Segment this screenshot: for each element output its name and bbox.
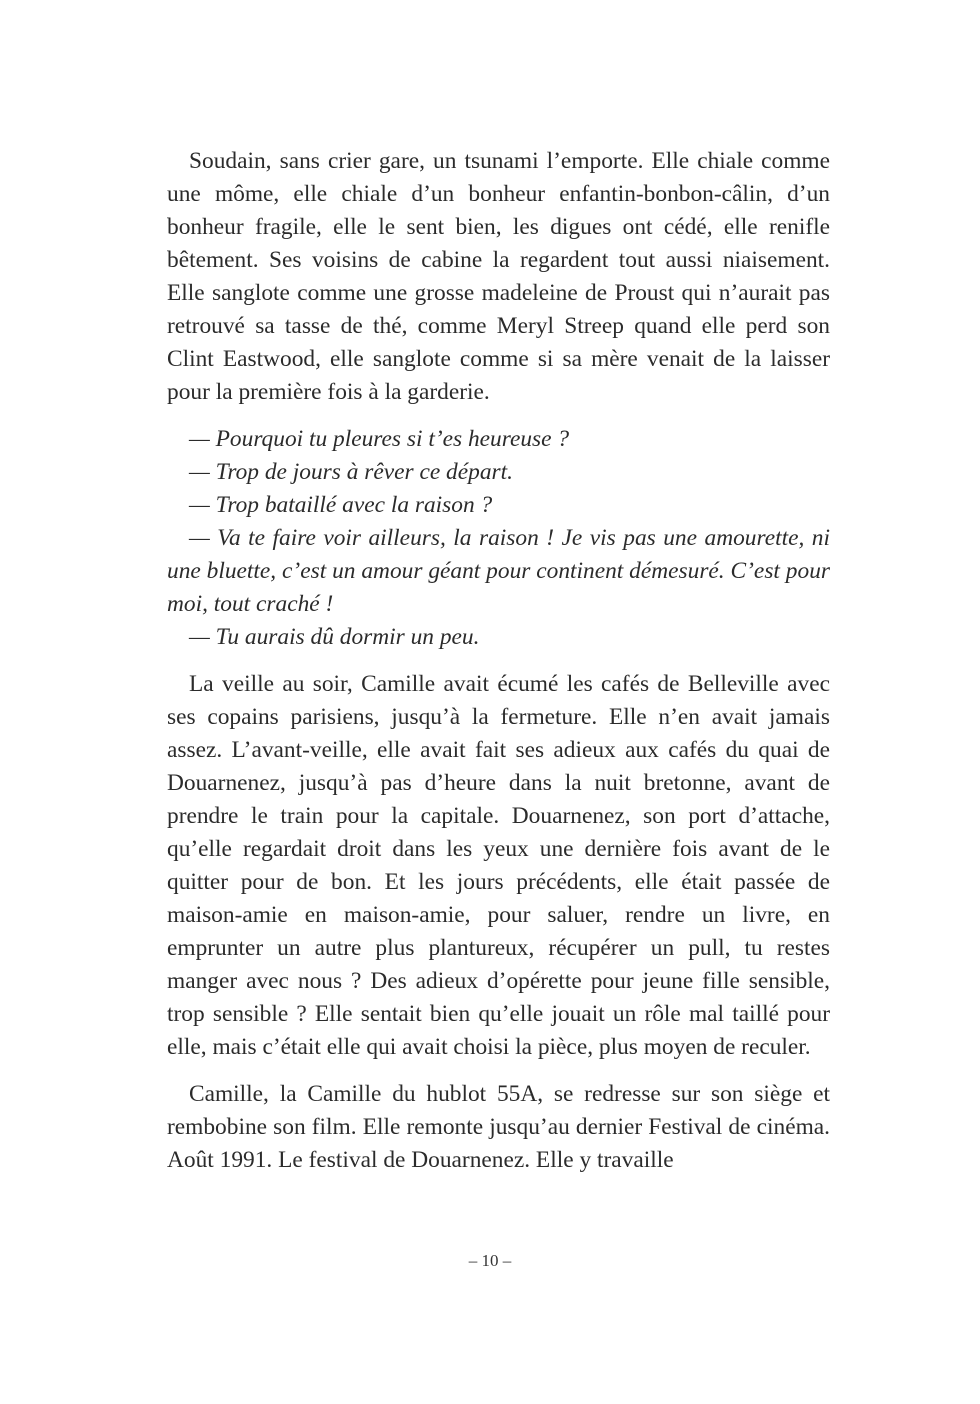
paragraph-belleville: La veille au soir, Camille avait écumé les cafés de Belleville avec ses copains parisiens, jusqu’à la fermeture. Elle n’en avait jamais assez. L’avant-veille, elle avait fait ses adieux aux cafés du quai de Douarnenez, jusqu’à pas d’heure dans la nuit bretonne, avant de prendre le train pour la capitale. Douarnenez, son port d’attache, qu’elle regardait droit dans les yeux une dernière fois avant de le quitter pour de bon. Et les jours précédents, elle était passée de maison-amie en maison-amie, pour saluer, rendre un livre, en emprunter un autre plus plantureux, récupérer un pull, tu restes manger avec nous ? Des adieux d’opérette pour jeune fille sensible, trop sensible ? Elle sentait bien qu’elle jouait un rôle mal taillé pour elle, mais c’était elle qui avait choisi la pièce, plus moyen de reculer. (167, 671, 830, 1060)
dialogue-line: — Trop de jours à rêver ce départ. (189, 459, 513, 485)
page-number: – 10 – (468, 1251, 512, 1270)
body-text (167, 145, 830, 1177)
paragraph-hublot: Camille, la Camille du hublot 55A, se redresse sur son siège et rembobine son film. Elle remonte jusqu’au dernier Festival de cinéma. Août 1991. Le festival de Douarnenez. Elle y travaille (167, 1081, 830, 1173)
paragraph-opening: Soudain, sans crier gare, un tsunami l’emporte. Elle chiale comme une môme, elle chiale d’un bonheur enfantin-bonbon-câlin, d’un bonheur fragile, elle le sent bien, les digues ont cédé, elle renifle bêtement. Ses voisins de cabine la regardent tout aussi niaisement. Elle sanglote comme une grosse madeleine de Proust qui n’aurait pas retrouvé sa tasse de thé, comme Meryl Streep quand elle perd son Clint Eastwood, elle sanglote comme si sa mère venait de la laisser pour la première fois à la garderie. (167, 148, 830, 405)
dialogue-line: — Pourquoi tu pleures si t’es heureuse ? (189, 426, 570, 452)
dialogue-line: — Tu aurais dû dormir un peu. (189, 624, 480, 650)
dialogue-line: — Trop bataillé avec la raison ? (189, 492, 493, 518)
dialogue-line: — Va te faire voir ailleurs, la raison ! Je vis pas une amourette, ni une bluette, c’est un amour géant pour continent démesuré. C’est pour moi, tout craché ! (167, 525, 830, 617)
dialogue-block (167, 423, 830, 654)
